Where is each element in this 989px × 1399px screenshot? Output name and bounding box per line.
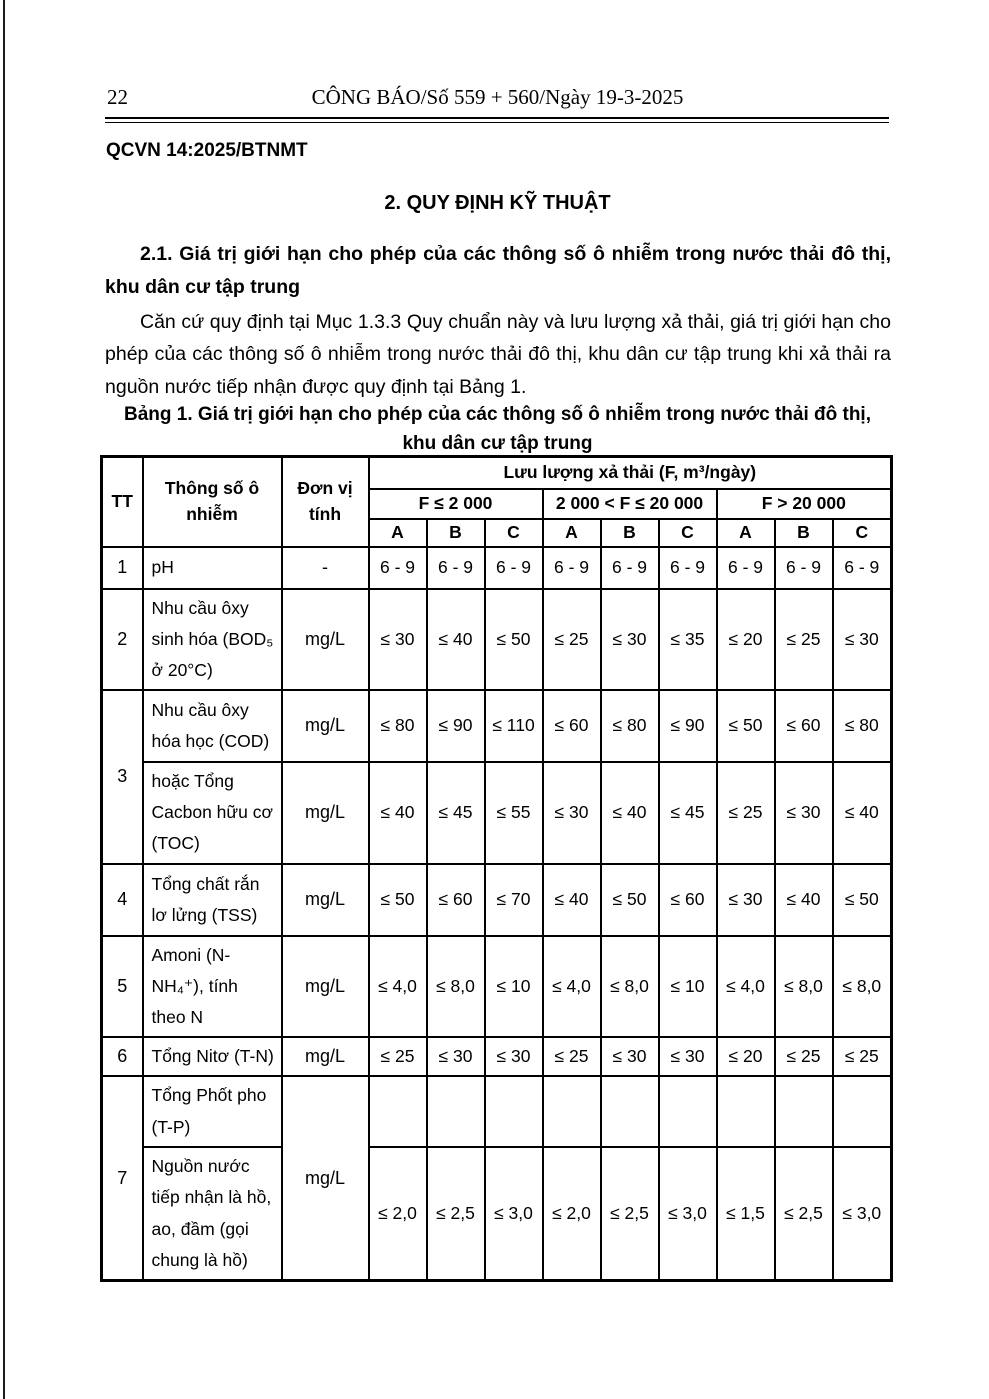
table-row <box>102 547 892 589</box>
table-row <box>102 864 892 936</box>
flow-range-2: 2 000 < F ≤ 20 000 <box>543 489 717 519</box>
value-cell: ≤ 45 <box>659 762 717 864</box>
value-cell: ≤ 30 <box>369 589 427 690</box>
value-cell: ≤ 20 <box>717 589 775 690</box>
col-header-class: C <box>833 519 892 547</box>
value-cell: ≤ 2,5 <box>601 1147 659 1281</box>
value-cell: ≤ 60 <box>659 864 717 936</box>
value-cell: ≤ 40 <box>543 864 601 936</box>
value-cell: ≤ 4,0 <box>543 936 601 1037</box>
value-cell: ≤ 25 <box>543 589 601 690</box>
col-header-class: A <box>717 519 775 547</box>
limits-table <box>100 455 893 1282</box>
value-cell-empty <box>427 1076 485 1146</box>
value-cell: ≤ 1,5 <box>717 1147 775 1281</box>
value-cell: ≤ 2,0 <box>369 1147 427 1281</box>
table-row <box>102 589 892 690</box>
col-header-class: A <box>543 519 601 547</box>
value-cell: ≤ 40 <box>601 762 659 864</box>
value-cell: ≤ 30 <box>543 762 601 864</box>
value-cell: ≤ 4,0 <box>369 936 427 1037</box>
unit-cell: mg/L <box>282 936 369 1037</box>
value-cell: 6 - 9 <box>485 547 543 589</box>
unit-cell: mg/L <box>282 1037 369 1076</box>
unit-cell: mg/L <box>282 864 369 936</box>
parameter-name: Nhu cầu ôxy hóa học (COD) <box>143 690 282 762</box>
unit-cell: mg/L <box>282 589 369 690</box>
running-head <box>105 85 890 113</box>
row-number: 2 <box>102 589 143 690</box>
parameter-name: Tổng Nitơ (T-N) <box>143 1037 282 1076</box>
value-cell-empty <box>717 1076 775 1146</box>
value-cell-empty <box>833 1076 892 1146</box>
value-cell: ≤ 25 <box>775 589 833 690</box>
table-row <box>102 1076 892 1146</box>
value-cell: ≤ 3,0 <box>833 1147 892 1281</box>
row-number: 7 <box>102 1076 143 1280</box>
value-cell-empty <box>543 1076 601 1146</box>
unit-cell: mg/L <box>282 762 369 864</box>
value-cell: 6 - 9 <box>369 547 427 589</box>
col-header-class: A <box>369 519 427 547</box>
value-cell: ≤ 2,0 <box>543 1147 601 1281</box>
table-row <box>102 936 892 1037</box>
value-cell-empty <box>601 1076 659 1146</box>
value-cell: 6 - 9 <box>601 547 659 589</box>
unit-cell: mg/L <box>282 1076 369 1280</box>
value-cell: ≤ 25 <box>775 1037 833 1076</box>
row-number: 3 <box>102 690 143 864</box>
value-cell: ≤ 40 <box>833 762 892 864</box>
value-cell: ≤ 30 <box>775 762 833 864</box>
value-cell: ≤ 25 <box>369 1037 427 1076</box>
value-cell: ≤ 55 <box>485 762 543 864</box>
col-header-unit: Đơn vị tính <box>282 457 369 547</box>
value-cell: ≤ 50 <box>833 864 892 936</box>
col-header-class: C <box>659 519 717 547</box>
parameter-name: pH <box>143 547 282 589</box>
value-cell: ≤ 90 <box>427 690 485 762</box>
table-row <box>102 1037 892 1076</box>
value-cell: ≤ 110 <box>485 690 543 762</box>
body-paragraph: Căn cứ quy định tại Mục 1.3.3 Quy chuẩn này và lưu lượng xả thải, giá trị giới hạn cho phép của các thông số ô nhiễm trong nước thải đô thị, khu dân cư tập trung khi xả thải ra nguồn nước tiếp nhận được quy định tại Bảng 1. <box>105 311 891 398</box>
col-header-class: B <box>427 519 485 547</box>
value-cell: ≤ 3,0 <box>485 1147 543 1281</box>
value-cell: ≤ 30 <box>717 864 775 936</box>
value-cell: 6 - 9 <box>543 547 601 589</box>
value-cell: ≤ 40 <box>427 589 485 690</box>
value-cell: ≤ 2,5 <box>427 1147 485 1281</box>
col-header-class: C <box>485 519 543 547</box>
value-cell-empty <box>775 1076 833 1146</box>
flow-range-3: F > 20 000 <box>717 489 892 519</box>
value-cell: ≤ 10 <box>659 936 717 1037</box>
unit-cell: - <box>282 547 369 589</box>
value-cell: ≤ 30 <box>601 1037 659 1076</box>
parameter-name: Tổng Phốt pho (T-P) <box>143 1076 282 1146</box>
col-header-class: B <box>601 519 659 547</box>
value-cell: ≤ 80 <box>601 690 659 762</box>
value-cell-empty <box>485 1076 543 1146</box>
value-cell-empty <box>659 1076 717 1146</box>
value-cell: 6 - 9 <box>833 547 892 589</box>
parameter-name: Amoni (N-NH₄⁺), tính theo N <box>143 936 282 1037</box>
value-cell-empty <box>369 1076 427 1146</box>
gazette-title: CÔNG BÁO/Số 559 + 560/Ngày 19-3-2025 <box>311 85 684 109</box>
value-cell: ≤ 4,0 <box>717 936 775 1037</box>
value-cell: ≤ 40 <box>775 864 833 936</box>
document-code: QCVN 14:2025/BTNMT <box>106 140 308 161</box>
value-cell: ≤ 80 <box>369 690 427 762</box>
value-cell: ≤ 20 <box>717 1037 775 1076</box>
header-row-1 <box>102 457 892 489</box>
parameter-name: Tổng chất rắn lơ lửng (TSS) <box>143 864 282 936</box>
value-cell: ≤ 60 <box>543 690 601 762</box>
value-cell: ≤ 50 <box>601 864 659 936</box>
value-cell: ≤ 70 <box>485 864 543 936</box>
row-number: 6 <box>102 1037 143 1076</box>
value-cell: 6 - 9 <box>427 547 485 589</box>
value-cell: 6 - 9 <box>775 547 833 589</box>
table-row <box>102 690 892 762</box>
value-cell: ≤ 50 <box>717 690 775 762</box>
header-double-rule <box>105 117 889 123</box>
parameter-name: Nhu cầu ôxy sinh hóa (BOD₅ ở 20°C) <box>143 589 282 690</box>
value-cell: ≤ 25 <box>717 762 775 864</box>
value-cell: 6 - 9 <box>717 547 775 589</box>
col-header-parameter: Thông số ô nhiễm <box>143 457 282 547</box>
section-title: 2. QUY ĐỊNH KỸ THUẬT <box>384 192 611 214</box>
value-cell: ≤ 30 <box>659 1037 717 1076</box>
value-cell: ≤ 45 <box>427 762 485 864</box>
value-cell: ≤ 3,0 <box>659 1147 717 1281</box>
value-cell: ≤ 8,0 <box>833 936 892 1037</box>
row-number: 4 <box>102 864 143 936</box>
table-row <box>102 1147 892 1281</box>
value-cell: ≤ 35 <box>659 589 717 690</box>
value-cell: ≤ 25 <box>543 1037 601 1076</box>
col-header-class: B <box>775 519 833 547</box>
value-cell: ≤ 60 <box>427 864 485 936</box>
value-cell: ≤ 25 <box>833 1037 892 1076</box>
value-cell: ≤ 60 <box>775 690 833 762</box>
parameter-name: Nguồn nước tiếp nhận là hồ, ao, đầm (gọi chung là hồ) <box>143 1147 282 1281</box>
value-cell: ≤ 50 <box>369 864 427 936</box>
col-header-tt: TT <box>102 457 143 547</box>
flow-range-1: F ≤ 2 000 <box>369 489 543 519</box>
value-cell: ≤ 8,0 <box>601 936 659 1037</box>
value-cell: ≤ 30 <box>833 589 892 690</box>
value-cell: ≤ 40 <box>369 762 427 864</box>
value-cell: ≤ 2,5 <box>775 1147 833 1281</box>
parameter-name: hoặc Tổng Cacbon hữu cơ (TOC) <box>143 762 282 864</box>
page-number: 22 <box>107 85 128 109</box>
value-cell: ≤ 10 <box>485 936 543 1037</box>
value-cell: ≤ 30 <box>601 589 659 690</box>
value-cell: ≤ 50 <box>485 589 543 690</box>
row-number: 1 <box>102 547 143 589</box>
value-cell: 6 - 9 <box>659 547 717 589</box>
value-cell: ≤ 30 <box>485 1037 543 1076</box>
unit-cell: mg/L <box>282 690 369 762</box>
value-cell: ≤ 90 <box>659 690 717 762</box>
value-cell: ≤ 8,0 <box>427 936 485 1037</box>
page-left-edge-line <box>3 0 5 1399</box>
value-cell: ≤ 80 <box>833 690 892 762</box>
col-header-flow-title: Lưu lượng xả thải (F, m³/ngày) <box>369 457 892 489</box>
table-caption: Bảng 1. Giá trị giới hạn cho phép của các thông số ô nhiễm trong nước thải đô thị, khu dân cư tập trung <box>124 404 871 455</box>
table-row <box>102 762 892 864</box>
value-cell: ≤ 8,0 <box>775 936 833 1037</box>
subsection-heading: 2.1. Giá trị giới hạn cho phép của các thông số ô nhiễm trong nước thải đô thị, khu dân cư tập trung <box>105 243 891 299</box>
row-number: 5 <box>102 936 143 1037</box>
value-cell: ≤ 30 <box>427 1037 485 1076</box>
